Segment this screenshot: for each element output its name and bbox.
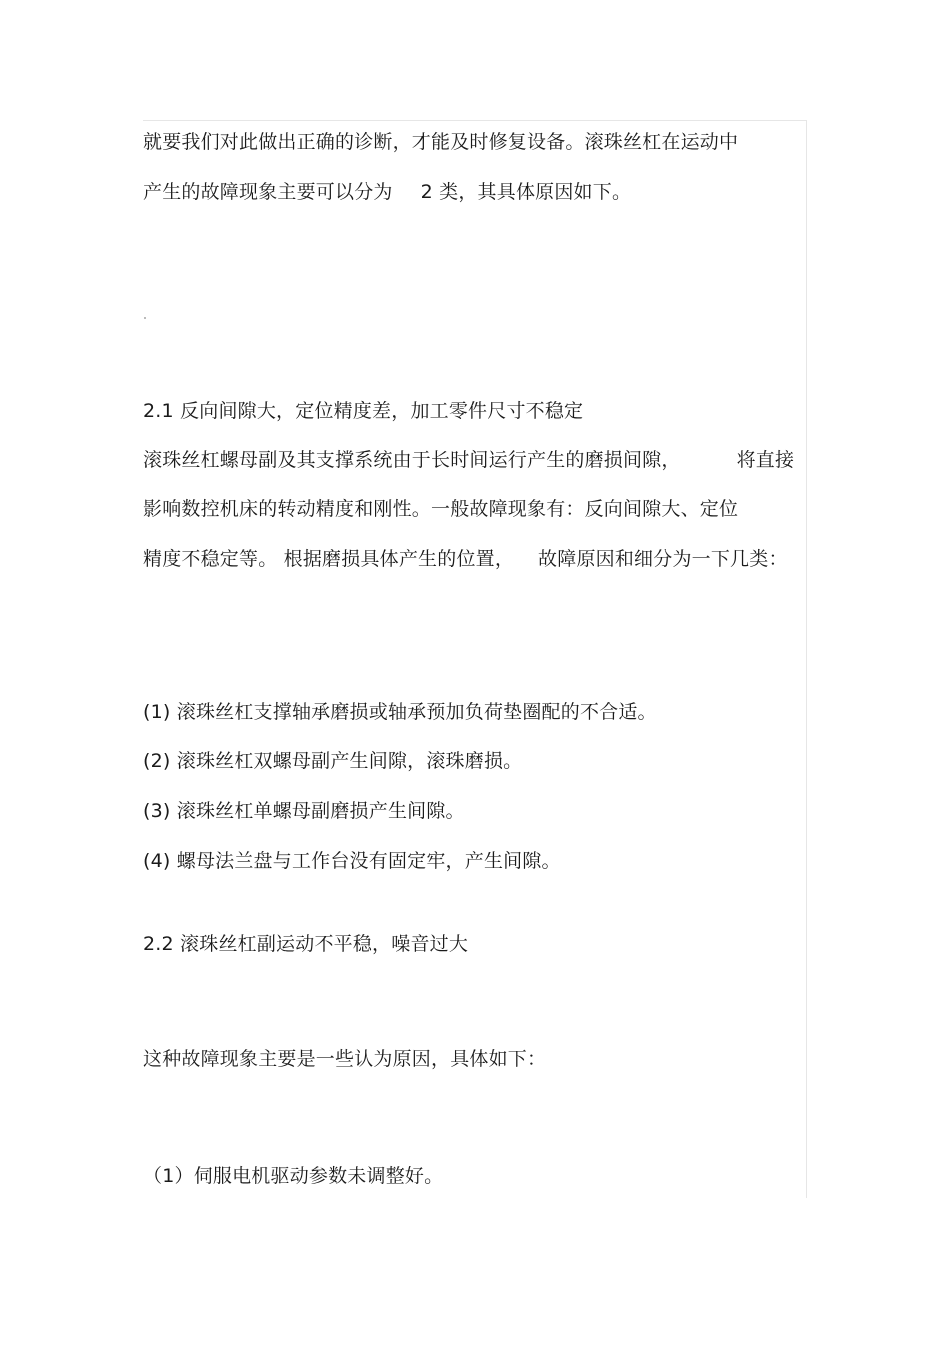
intro-line-2-part-b: 2 类，其具体原因如下。 (420, 181, 632, 203)
list-item: (2) 滚珠丝杠双螺母副产生间隙，滚珠磨损。 (143, 750, 523, 772)
section-2-1-line-3-part-b: 故障原因和细分为一下几类： (538, 548, 788, 570)
list-item: (4) 螺母法兰盘与工作台没有固定牢，产生间隙。 (143, 850, 561, 872)
section-2-1-line-1 (143, 448, 794, 472)
section-2-1-line-2: 影响数控机床的转动精度和刚性。一般故障现象有：反向间隙大、定位 (143, 498, 739, 520)
intro-line-2-part-a: 产生的故障现象主要可以分为 (143, 181, 393, 203)
list-item: (1) 滚珠丝杠支撑轴承磨损或轴承预加负荷垫圈配的不合适。 (143, 701, 657, 723)
intro-line-2 (143, 180, 631, 204)
stray-dot (144, 317, 146, 319)
intro-line-1: 就要我们对此做出正确的诊断，才能及时修复设备。滚珠丝杠在运动中 (143, 131, 739, 153)
section-2-1-line-1-part-b: 将直接 (736, 449, 795, 471)
list-item: （1）伺服电机驱动参数未调整好。 (143, 1165, 444, 1187)
section-2-1-line-3 (143, 547, 788, 571)
page-frame (143, 120, 807, 1198)
section-2-1-heading: 2.1 反向间隙大，定位精度差，加工零件尺寸不稳定 (143, 400, 584, 422)
section-2-2-line-1: 这种故障现象主要是一些认为原因，具体如下： (143, 1048, 547, 1070)
section-2-2-heading: 2.2 滚珠丝杠副运动不平稳，噪音过大 (143, 933, 469, 955)
section-2-1-line-3-part-a: 精度不稳定等。 根据磨损具体产生的位置， (143, 548, 515, 570)
list-item: (3) 滚珠丝杠单螺母副磨损产生间隙。 (143, 800, 465, 822)
section-2-1-line-1-part-a: 滚珠丝杠螺母副及其支撑系统由于长时间运行产生的磨损间隙， (143, 449, 681, 471)
